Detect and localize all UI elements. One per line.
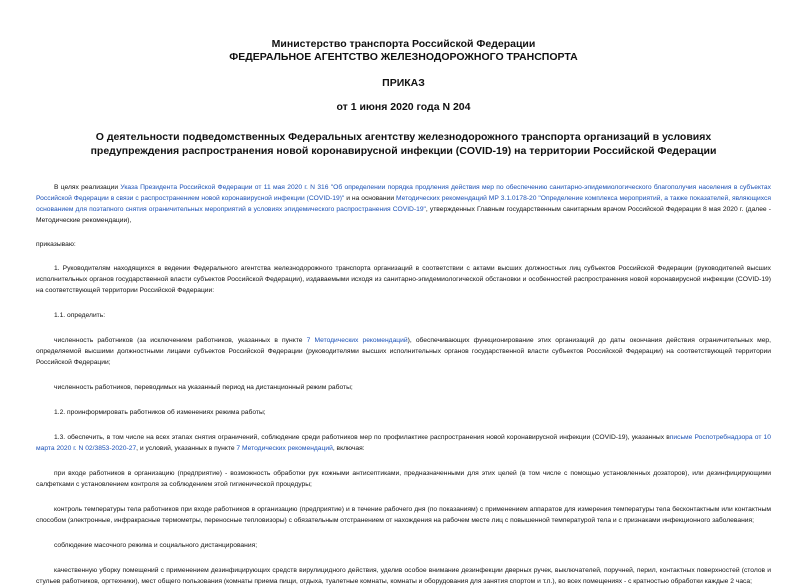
paragraph-order: приказываю: [36,241,76,248]
paragraph-temperature-control: контроль температуры тела работников при входе работников в организацию (предприятие) и в течение рабочего дня (по показаниям) с применением аппаратов для измерения температуры тела бесконтактным или контактным способом (электронные, инфракрасные термометры, переносные тепловизоры) с обязательным отстранением от нахождения на рабочем месте лиц с повышенной температурой тела и с признаками инфекционного заболевания; [36,506,771,524]
paragraph-hand-sanitizing: при входе работников в организацию (предприятие) - возможность обработки рук кожными антисептиками, предназначенными для этих целей (в том числе с помощью установленных дозаторов), или дезинфицирующими салфетками с установлением контроля за соблюдением этой гигиенической процедуры; [36,470,771,488]
paragraph-item-1-1: 1.1. определить: [54,312,106,319]
paragraph-preamble: В целях реализации Указа Президента Российской Федерации от 11 мая 2020 г. N 316 "Об определении порядка продления действия мер по обеспечению санитарно-эпидемиологического благополучия населения в субъектах Российской Федерации в связи с распространением новой коронавирусной инфекции (COVID-19)" и на основании Методических рекомендаций МР 3.1.0178-20 "Определение комплекса мероприятий, а также показателей, являющихся основанием для поэтапного снятия ограничительных мероприятий в условиях эпидемического распространения COVID-19", утвержденных Главным государственным санитарным врачом Российской Федерации 8 мая 2020 г. (далее - Методические рекомендации), [36,184,772,224]
paragraph-cleaning: качественную уборку помещений с применением дезинфицирующих средств вирулицидного действия, уделив особое внимание дезинфекции дверных ручек, выключателей, поручней, перил, контактных поверхностей (столов и стульев работников, оргтехники), мест общего пользования (комнаты приема пищи, отдыха, туалетные комнаты, комнаты и оборудования для занятия спортом и т.п.), во всех помещениях - с кратностью обработки каждые 2 часа; [36,567,771,585]
link-item-7-recommendations[interactable]: 7 Методических рекомендаций [306,337,408,344]
link-item-7-recommendations-2[interactable]: 7 Методических рекомендаций [236,445,333,452]
paragraph-headcount: численность работников (за исключением работников, указанных в пункте 7 Методических рекомендаций), обеспечивающих функционирование этих организаций до даты окончания действия ограничительных мер, определяемой высшими должностными лицами субъектов Российской Федерации (руководителями высших исполнительных органов государственной власти субъектов Российской Федерации) на соответствующей территории Российской Федерации; [36,337,771,366]
document-date: от 1 июня 2020 года N 204 [336,101,471,113]
agency-name: ФЕДЕРАЛЬНОЕ АГЕНТСТВО ЖЕЛЕЗНОДОРОЖНОГО ТРАНСПОРТА [229,51,578,63]
document-type: ПРИКАЗ [382,77,425,89]
link-decree-316[interactable]: Указа Президента Российской Федерации от 11 мая 2020 г. N 316 "Об определении порядка продления действия мер по обеспечению санитарно-эпидемиологического благополучия населения в субъектах Российской Федерации в связи с распространением новой коронавирусной инфекции (COVID-19)" [36,184,771,202]
paragraph-remote-work: численность работников, переводимых на указанный период на дистанционный режим работы; [54,384,353,391]
paragraph-item-1-3: 1.3. обеспечить, в том числе на всех этапах снятия ограничений, соблюдение среди работников мер по профилактике распространения новой коронавирусной инфекции (COVID-19), указанных вписьме Роспотребнадзора от 10 марта 2020 г. N 02/3853-2020-27, и условий, указанных в пункте 7 Методических рекомендаций, включая: [36,434,771,452]
paragraph-item-1: 1. Руководителям находящихся в ведении Федерального агентства железнодорожного транспорта организаций в соответствии с актами высших должностных лиц субъектов Российской Федерации (руководителей высших исполнительных органов государственной власти субъектов Российской Федерации), издаваемыми исходя из санитарно-эпидемиологической обстановки и особенностей распространения новой коронавирусной инфекции (COVID-19) на соответствующей территории Российской Федерации: [36,265,771,294]
document-body [36,182,771,587]
document-title: О деятельности подведомственных Федеральных агентству железнодорожного транспорта организаций в условиях предупреждения распространения новой коронавирусной инфекции (COVID-19) на территории Российской Федерации [90,131,717,157]
paragraph-item-1-2: 1.2. проинформировать работников об изменениях режима работы; [54,409,266,416]
link-methodical-recommendations[interactable]: Методических рекомендаций МР 3.1.0178-20 "Определение комплекса мероприятий, а также показателей, являющихся основанием для поэтапного снятия ограничительных мероприятий в условиях эпидемического распространения COVID-19" [36,195,772,213]
ministry-name: Министерство транспорта Российской Федерации [271,38,536,50]
link-rospotrebnadzor-letter[interactable]: письме Роспотребнадзора от 10 марта 2020 г. N 02/3853-2020-27 [36,434,771,452]
paragraph-mask-regime: соблюдение масочного режима и социального дистанцирования; [54,542,258,549]
document-header [36,0,771,114]
